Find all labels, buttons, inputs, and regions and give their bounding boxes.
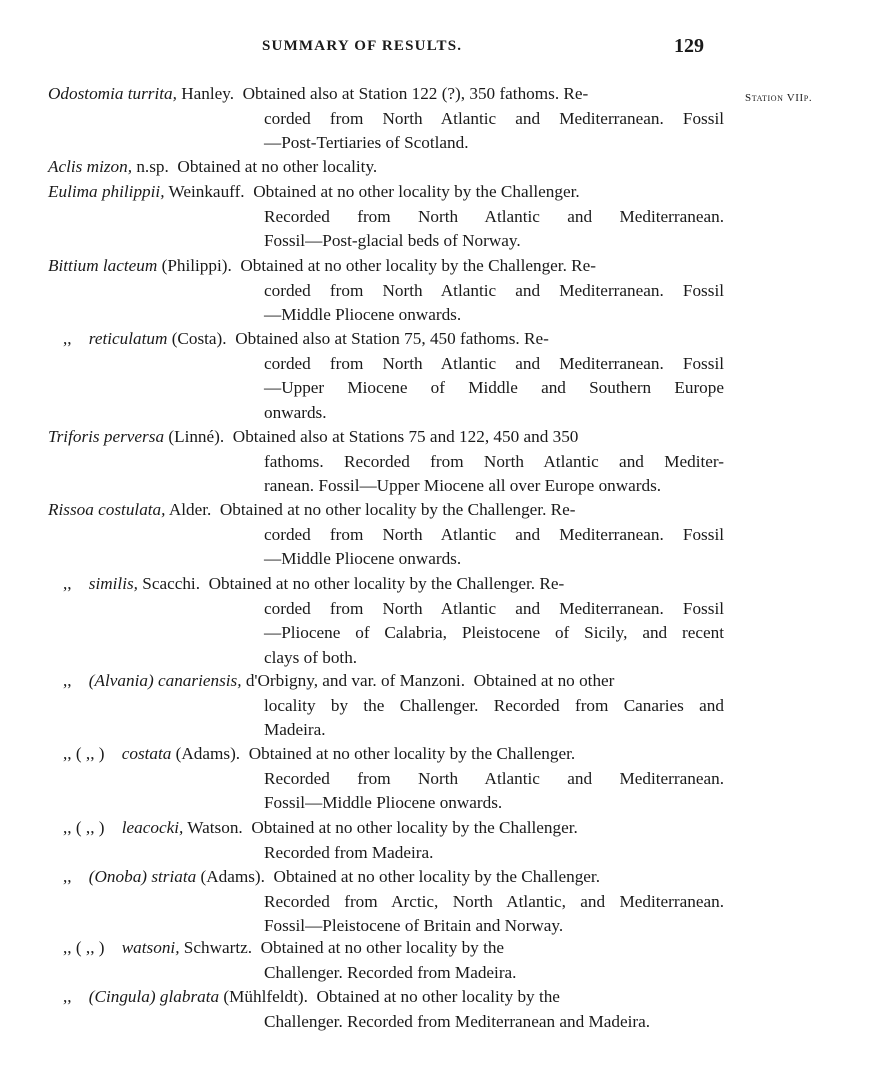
continuation-line: corded from North Atlantic and Mediterranean. Fossil <box>264 108 724 128</box>
entry-first-line <box>48 155 377 180</box>
continuation-line: Challenger. Recorded from Mediterranean and Madeira. <box>264 1011 651 1031</box>
entry-text: Obtained at no other locality. <box>177 157 378 176</box>
entry-text: Obtained at no other locality by the Challenger. Re- <box>208 574 565 593</box>
species-author: (Linné). <box>168 427 225 446</box>
ditto-mark: ,, <box>63 574 72 593</box>
entry-text: Obtained at no other locality by the <box>316 987 560 1006</box>
ditto-mark: ,, ( ,, ) <box>63 938 105 957</box>
continuation-line: Madeira. <box>264 720 326 739</box>
species-name: watsoni, <box>121 938 180 957</box>
page-header <box>0 35 880 62</box>
entry-first-line <box>48 82 588 107</box>
ditto-mark: ,, <box>63 671 72 690</box>
continuation-line: —Post-Tertiaries of Scotland. <box>264 133 469 152</box>
species-name: Eulima philippii, <box>48 182 165 201</box>
continuation-line: corded from North Atlantic and Mediterranean. Fossil <box>264 353 724 373</box>
species-name: reticulatum <box>88 329 168 348</box>
species-name: similis, <box>88 574 138 593</box>
ditto-mark: ,, <box>63 987 72 1006</box>
ditto-mark: ,, ( ,, ) <box>63 744 105 763</box>
entry-text: Obtained also at Station 75, 450 fathoms. Re- <box>235 329 549 348</box>
species-name: (Cingula) glabrata <box>88 987 220 1006</box>
entry-first-line <box>63 936 504 961</box>
continuation-line: clays of both. <box>264 647 358 667</box>
continuation-line: Recorded from Arctic, North Atlantic, and Mediterranean. <box>264 891 724 911</box>
species-name: costata <box>121 744 172 763</box>
entry-text: Obtained at no other locality by the Challenger. Re- <box>240 256 596 275</box>
continuation-line: corded from North Atlantic and Mediterranean. Fossil <box>264 280 724 300</box>
entry-text: Obtained also at Station 122 (?), 350 fathoms. Re- <box>242 84 589 103</box>
entry-first-line <box>63 985 560 1010</box>
species-author: Schwartz. <box>183 938 253 957</box>
continuation-line: fathoms. Recorded from North Atlantic and Mediter- <box>264 451 724 471</box>
continuation-line: —Pliocene of Calabria, Pleistocene of Sicily, and recent <box>264 623 724 642</box>
species-name: Rissoa costulata, <box>48 500 166 519</box>
continuation-line: Recorded from North Atlantic and Mediterranean. <box>264 206 724 226</box>
entry-first-line <box>48 498 575 523</box>
species-author: (Mühlfeldt). <box>223 987 308 1006</box>
species-author: (Adams). <box>200 867 265 886</box>
continuation-line: Fossil—Post-glacial beds of Norway. <box>264 231 521 250</box>
running-head: SUMMARY OF RESULTS. <box>262 38 463 54</box>
species-name: Aclis mizon, <box>48 157 133 176</box>
entry-first-line <box>63 816 578 841</box>
entry-text: Obtained at no other locality by the Challenger. <box>251 818 578 837</box>
species-name: (Alvania) canariensis, <box>88 671 242 690</box>
continuation-line: onwards. <box>264 402 327 422</box>
continuation-line: —Middle Pliocene onwards. <box>264 305 462 324</box>
continuation-line: Challenger. Recorded from Madeira. <box>264 962 517 982</box>
entry-text: Obtained at no other locality by the Challenger. <box>253 182 580 201</box>
species-name: Odostomia turrita, <box>48 84 177 103</box>
species-author: Watson. <box>187 818 243 837</box>
continuation-line: locality by the Challenger. Recorded from Canaries and <box>264 695 724 715</box>
species-author: (Costa). <box>171 329 227 348</box>
ditto-mark: ,, ( ,, ) <box>63 818 105 837</box>
ditto-mark: ,, <box>63 867 72 886</box>
entry-first-line <box>48 425 578 450</box>
species-author: Scacchi. <box>142 574 201 593</box>
entry-text: Obtained at no other locality by the Challenger. <box>273 867 601 886</box>
species-author: (Adams). <box>175 744 241 763</box>
species-author: d'Orbigny, and var. of Manzoni. <box>245 671 465 690</box>
species-name: leacocki, <box>121 818 184 837</box>
entry-text: Obtained at no other locality by the Challenger. Re- <box>219 500 576 519</box>
entry-first-line <box>48 254 596 279</box>
species-name: Triforis perversa <box>48 427 165 446</box>
species-author: Weinkauff. <box>168 182 245 201</box>
species-name: (Onoba) striata <box>88 867 197 886</box>
entry-first-line <box>63 327 549 352</box>
continuation-line: ranean. Fossil—Upper Miocene all over Europe onwards. <box>264 476 662 495</box>
ditto-mark: ,, <box>63 329 72 348</box>
continuation-line: Recorded from Madeira. <box>264 842 434 862</box>
continuation-line: corded from North Atlantic and Mediterranean. Fossil <box>264 524 724 544</box>
entry-first-line <box>48 180 580 205</box>
entry-first-line <box>63 865 600 890</box>
entry-first-line <box>63 669 614 694</box>
species-author: n.sp. <box>136 157 169 176</box>
entry-text: Obtained at no other locality by the <box>260 938 505 957</box>
species-name: Bittium lacteum <box>48 256 158 275</box>
continuation-line: —Middle Pliocene onwards. <box>264 549 462 568</box>
entry-first-line <box>63 572 564 597</box>
entry-first-line <box>63 742 575 767</box>
entry-text: Obtained at no other <box>473 671 615 690</box>
entry-text: Obtained at no other locality by the Challenger. <box>248 744 576 763</box>
species-author: Alder. <box>168 500 212 519</box>
continuation-line: Recorded from North Atlantic and Mediterranean. <box>264 768 724 788</box>
continuation-line: corded from North Atlantic and Mediterranean. Fossil <box>264 598 724 618</box>
continuation-line: Fossil—Middle Pliocene onwards. <box>264 793 503 812</box>
continuation-line: Fossil—Pleistocene of Britain and Norway. <box>264 916 564 935</box>
page-number: 129 <box>674 35 704 57</box>
entry-text: Obtained also at Stations 75 and 122, 450 and 350 <box>232 427 579 446</box>
species-author: (Philippi). <box>161 256 232 275</box>
margin-note: Station VIIp. <box>745 92 813 104</box>
continuation-line: —Upper Miocene of Middle and Southern Europe <box>264 378 724 397</box>
species-author: Hanley. <box>181 84 235 103</box>
